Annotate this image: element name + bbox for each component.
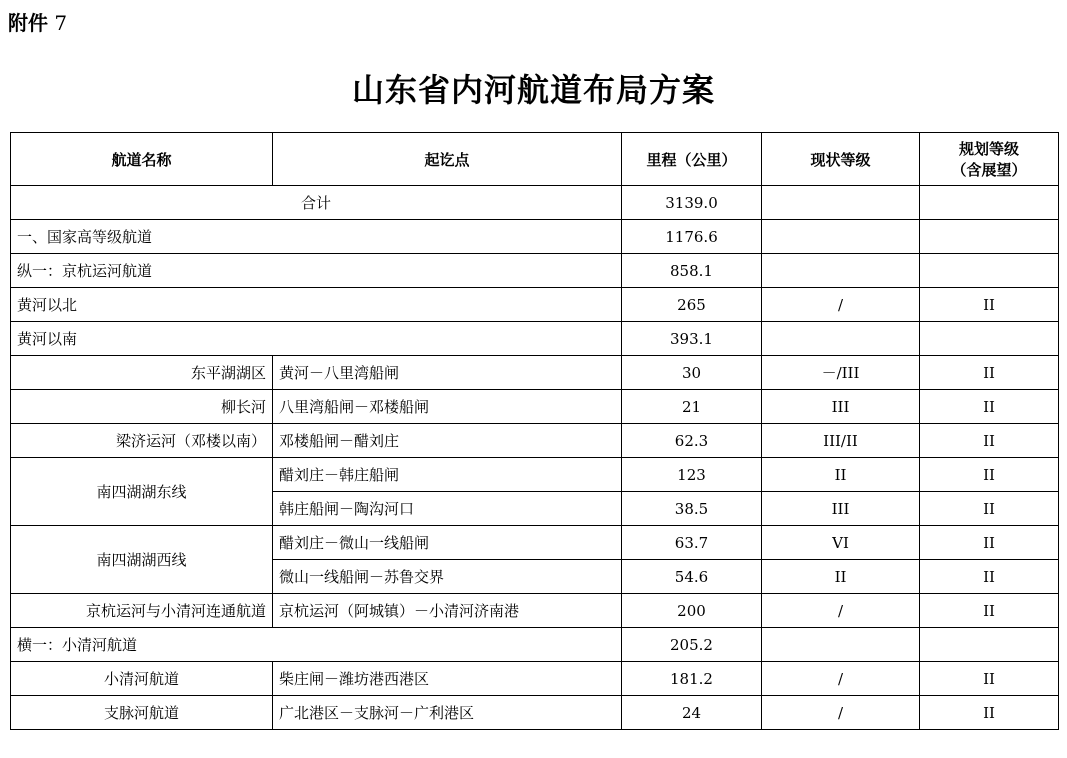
route-cell: 醋刘庄－微山一线船闸 bbox=[273, 526, 622, 560]
waterway-name-cell: 东平湖湖区 bbox=[11, 356, 273, 390]
planned-grade-cell: II bbox=[920, 356, 1059, 390]
planned-grade-cell: II bbox=[920, 492, 1059, 526]
length-cell: 181.2 bbox=[622, 662, 762, 696]
table-row bbox=[11, 594, 1059, 628]
length-cell: 21 bbox=[622, 390, 762, 424]
length-cell: 30 bbox=[622, 356, 762, 390]
current-grade-cell: / bbox=[762, 288, 920, 322]
section-length: 858.1 bbox=[622, 254, 762, 288]
current-grade-cell: / bbox=[762, 594, 920, 628]
route-cell: 黄河－八里湾船闸 bbox=[273, 356, 622, 390]
table-row-section bbox=[11, 628, 1059, 662]
col-header-current-grade: 现状等级 bbox=[762, 133, 920, 186]
length-cell: 265 bbox=[622, 288, 762, 322]
waterway-table bbox=[10, 132, 1059, 730]
current-grade-cell: －/III bbox=[762, 356, 920, 390]
empty-cell bbox=[762, 220, 920, 254]
route-cell: 微山一线船闸－苏鲁交界 bbox=[273, 560, 622, 594]
empty-cell bbox=[762, 254, 920, 288]
route-cell: 柴庄闸－潍坊港西港区 bbox=[273, 662, 622, 696]
table-row bbox=[11, 526, 1059, 560]
current-grade-cell: III bbox=[762, 492, 920, 526]
length-cell: 54.6 bbox=[622, 560, 762, 594]
current-grade-cell: / bbox=[762, 696, 920, 730]
planned-grade-cell: II bbox=[920, 560, 1059, 594]
section-length: 205.2 bbox=[622, 628, 762, 662]
section-length: 1176.6 bbox=[622, 220, 762, 254]
current-grade-cell: II bbox=[762, 458, 920, 492]
planned-grade-cell: II bbox=[920, 390, 1059, 424]
waterway-name-cell: 南四湖湖东线 bbox=[11, 458, 273, 526]
length-cell: 24 bbox=[622, 696, 762, 730]
planned-grade-cell: II bbox=[920, 696, 1059, 730]
current-grade-cell: VI bbox=[762, 526, 920, 560]
document-title: 山东省内河航道布局方案 bbox=[351, 71, 715, 109]
col-header-route: 起讫点 bbox=[273, 133, 622, 186]
empty-cell bbox=[920, 220, 1059, 254]
planned-grade-cell: II bbox=[920, 424, 1059, 458]
empty-cell bbox=[920, 628, 1059, 662]
planned-grade-line1: 规划等级 bbox=[958, 140, 1019, 158]
table-row-section bbox=[11, 220, 1059, 254]
route-cell: 京杭运河（阿城镇）－小清河济南港 bbox=[273, 594, 622, 628]
table-row bbox=[11, 662, 1059, 696]
table-header-row bbox=[11, 133, 1059, 186]
waterway-name-cell: 梁济运河（邓楼以南） bbox=[11, 424, 273, 458]
empty-cell bbox=[920, 186, 1059, 220]
length-cell: 63.7 bbox=[622, 526, 762, 560]
length-cell: 123 bbox=[622, 458, 762, 492]
length-cell: 200 bbox=[622, 594, 762, 628]
table-row bbox=[11, 356, 1059, 390]
total-label: 合计 bbox=[11, 186, 622, 220]
planned-grade-cell: II bbox=[920, 594, 1059, 628]
table-row bbox=[11, 458, 1059, 492]
route-cell: 广北港区－支脉河－广利港区 bbox=[273, 696, 622, 730]
planned-grade-cell: II bbox=[920, 288, 1059, 322]
planned-grade-cell: II bbox=[920, 458, 1059, 492]
current-grade-cell: / bbox=[762, 662, 920, 696]
current-grade-cell: II bbox=[762, 560, 920, 594]
length-cell: 62.3 bbox=[622, 424, 762, 458]
route-cell: 八里湾船闸－邓楼船闸 bbox=[273, 390, 622, 424]
table-row bbox=[11, 424, 1059, 458]
section-label: 横一：小清河航道 bbox=[11, 628, 622, 662]
planned-grade-line2: （含展望） bbox=[951, 161, 1027, 179]
empty-cell bbox=[762, 186, 920, 220]
route-cell: 韩庄船闸－陶沟河口 bbox=[273, 492, 622, 526]
table-row bbox=[11, 390, 1059, 424]
section-label: 纵一：京杭运河航道 bbox=[11, 254, 622, 288]
col-header-name: 航道名称 bbox=[11, 133, 273, 186]
planned-grade-cell: II bbox=[920, 662, 1059, 696]
waterway-name-cell: 柳长河 bbox=[11, 390, 273, 424]
section-label: 一、国家高等级航道 bbox=[11, 220, 622, 254]
attachment-prefix: 附件 bbox=[8, 11, 48, 35]
attachment-label bbox=[8, 8, 67, 38]
table-row-section bbox=[11, 254, 1059, 288]
total-length: 3139.0 bbox=[622, 186, 762, 220]
waterway-name-cell: 支脉河航道 bbox=[11, 696, 273, 730]
waterway-name-cell: 南四湖湖西线 bbox=[11, 526, 273, 594]
segment-label: 黄河以南 bbox=[11, 322, 622, 356]
route-cell: 邓楼船闸－醋刘庄 bbox=[273, 424, 622, 458]
empty-cell bbox=[762, 322, 920, 356]
current-grade-cell: III/II bbox=[762, 424, 920, 458]
planned-grade-cell: II bbox=[920, 526, 1059, 560]
table-row bbox=[11, 322, 1059, 356]
waterway-name-cell: 京杭运河与小清河连通航道 bbox=[11, 594, 273, 628]
empty-cell bbox=[920, 322, 1059, 356]
empty-cell bbox=[920, 254, 1059, 288]
attachment-number: 7 bbox=[54, 11, 68, 35]
table-row bbox=[11, 696, 1059, 730]
col-header-length: 里程（公里） bbox=[622, 133, 762, 186]
col-header-planned-grade bbox=[920, 133, 1059, 186]
route-cell: 醋刘庄－韩庄船闸 bbox=[273, 458, 622, 492]
waterway-name-cell: 小清河航道 bbox=[11, 662, 273, 696]
length-cell: 38.5 bbox=[622, 492, 762, 526]
table-row bbox=[11, 288, 1059, 322]
empty-cell bbox=[762, 628, 920, 662]
segment-label: 黄河以北 bbox=[11, 288, 622, 322]
table-row-total bbox=[11, 186, 1059, 220]
length-cell: 393.1 bbox=[622, 322, 762, 356]
current-grade-cell: III bbox=[762, 390, 920, 424]
